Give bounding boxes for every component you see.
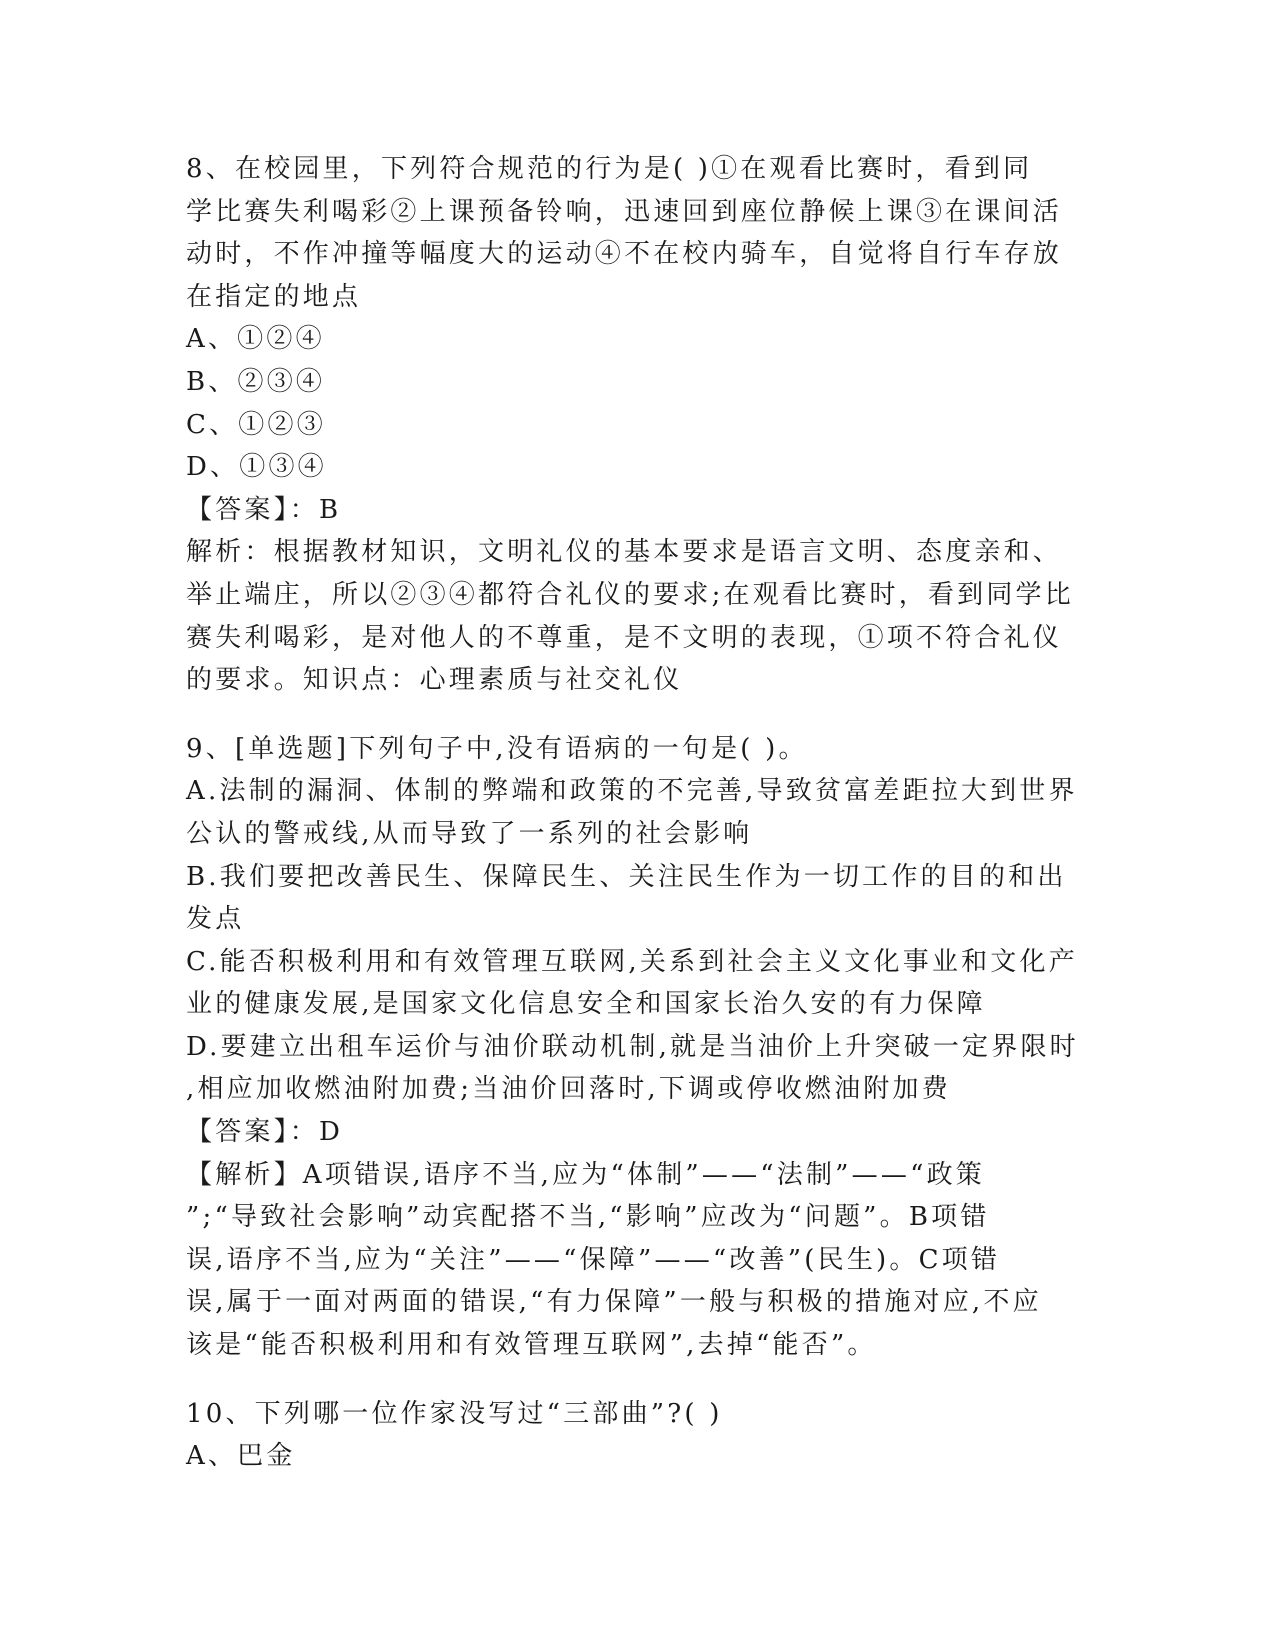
stem-line: 9、[单选题]下列句子中,没有语病的一句是( )。 bbox=[186, 733, 808, 764]
analysis-text bbox=[186, 531, 1086, 701]
option-a: A、巴金 bbox=[186, 1441, 296, 1472]
question-9 bbox=[186, 728, 1086, 1367]
option-b-line: 发点 bbox=[186, 904, 245, 935]
option-c-line: 业的健康发展,是国家文化信息安全和国家长治久安的有力保障 bbox=[186, 989, 986, 1020]
question-8 bbox=[186, 148, 1086, 702]
question-stem bbox=[186, 728, 1086, 771]
option-c: C、①②③ bbox=[186, 409, 326, 440]
analysis-line: 该是“能否积极利用和有效管理互联网”,去掉“能否”。 bbox=[186, 1330, 877, 1361]
option-a: A、①②④ bbox=[186, 324, 325, 355]
stem-line: 在指定的地点 bbox=[186, 281, 362, 312]
analysis-line: 解析：根据教材知识，文明礼仪的基本要求是语言文明、态度亲和、 bbox=[186, 537, 1063, 568]
question-separator bbox=[186, 1367, 1086, 1393]
analysis-line: 赛失利喝彩，是对他人的不尊重，是不文明的表现，①项不符合礼仪 bbox=[186, 622, 1063, 653]
analysis-line: 【解析】A项错误,语序不当,应为“体制”——“法制”——“政策 bbox=[186, 1159, 985, 1190]
option-a-line: 公认的警戒线,从而导致了一系列的社会影响 bbox=[186, 818, 753, 849]
answer-line: 【答案】：D bbox=[186, 1117, 344, 1148]
question-stem bbox=[186, 148, 1086, 318]
option-c-line: C.能否积极利用和有效管理互联网,关系到社会主义文化事业和文化产 bbox=[186, 946, 1078, 977]
question-10 bbox=[186, 1393, 1086, 1478]
stem-line: 学比赛失利喝彩②上课预备铃响，迅速回到座位静候上课③在课间活 bbox=[186, 196, 1063, 227]
option-d-line: D.要建立出租车运价与油价联动机制,就是当油价上升突破一定界限时 bbox=[186, 1031, 1079, 1062]
option-list bbox=[186, 1435, 1086, 1478]
stem-line: 10、下列哪一位作家没写过“三部曲”?( ) bbox=[186, 1398, 723, 1429]
option-d: D、①③④ bbox=[186, 452, 327, 483]
option-list bbox=[186, 770, 1086, 1111]
analysis-line: ”;“导致社会影响”动宾配搭不当,“影响”应改为“问题”。B项错 bbox=[186, 1202, 990, 1233]
question-separator bbox=[186, 702, 1086, 728]
stem-line: 8、在校园里，下列符合规范的行为是( )①在观看比赛时，看到同 bbox=[186, 154, 1033, 184]
document-page bbox=[186, 148, 1086, 1478]
option-list bbox=[186, 318, 1086, 488]
option-a-line: A.法制的漏洞、体制的弊端和政策的不完善,导致贫富差距拉大到世界 bbox=[186, 776, 1078, 807]
answer-line: 【答案】：B bbox=[186, 494, 342, 525]
stem-line: 动时，不作冲撞等幅度大的运动④不在校内骑车，自觉将自行车存放 bbox=[186, 239, 1063, 270]
question-stem bbox=[186, 1393, 1086, 1436]
option-d-line: ,相应加收燃油附加费;当油价回落时,下调或停收燃油附加费 bbox=[186, 1074, 951, 1105]
analysis-line: 的要求。知识点：心理素质与社交礼仪 bbox=[186, 665, 683, 696]
option-b-line: B.我们要把改善民生、保障民生、关注民生作为一切工作的目的和出 bbox=[186, 861, 1067, 892]
analysis-line: 误,语序不当,应为“关注”——“保障”——“改善”(民生)。C项错 bbox=[186, 1244, 1001, 1275]
option-b: B、②③④ bbox=[186, 366, 326, 397]
analysis-text bbox=[186, 1154, 1086, 1367]
analysis-line: 误,属于一面对两面的错误,“有力保障”一般与积极的措施对应,不应 bbox=[186, 1287, 1042, 1318]
analysis-line: 举止端庄，所以②③④都符合礼仪的要求;在观看比赛时，看到同学比 bbox=[186, 579, 1074, 610]
